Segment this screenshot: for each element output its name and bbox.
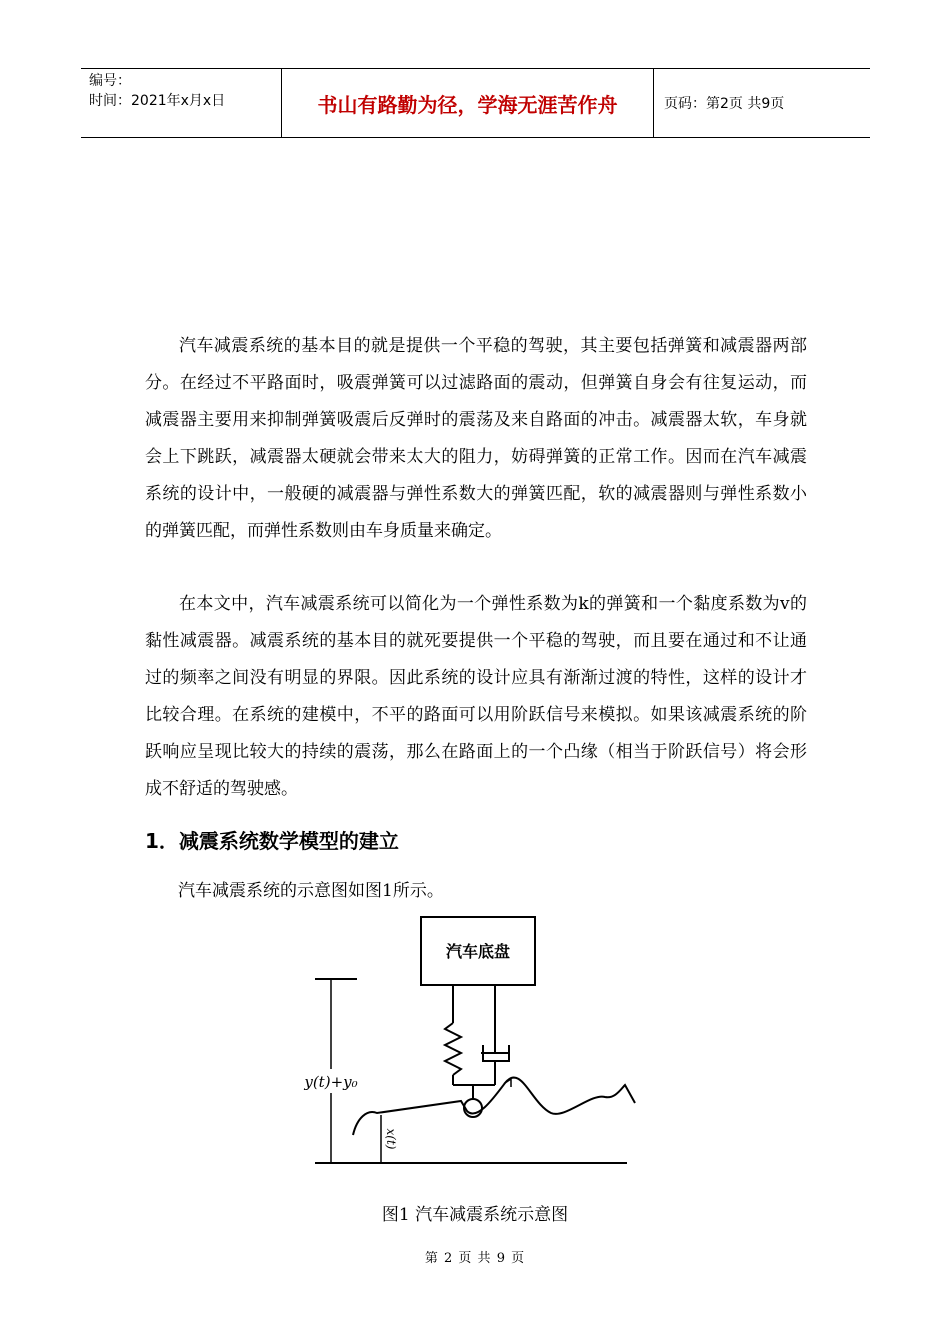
number-label: 编号： bbox=[89, 73, 131, 89]
paragraph-1-block bbox=[145, 328, 807, 550]
bump-arrow bbox=[505, 1079, 511, 1087]
page-footer: 第 2 页 共 9 页 bbox=[424, 1251, 526, 1266]
date-label: 时间：2021年x月x日 bbox=[89, 93, 226, 109]
document-header bbox=[81, 68, 870, 138]
page-info: 页码：第2页 共9页 bbox=[664, 96, 785, 112]
figure-caption: 图1 汽车减震系统示意图 bbox=[381, 1205, 569, 1225]
header-meta bbox=[81, 69, 282, 137]
x-dimension-label: x(t) bbox=[384, 1128, 398, 1150]
y-dimension-label: y(t)+y₀ bbox=[304, 1073, 358, 1091]
paragraph-1: 汽车减震系统的基本目的就是提供一个平稳的驾驶，其主要包括弹簧和减震器两部分。在经过不平路面时，吸震弹簧可以过滤路面的震动，但弹簧自身会有往复运动，而减震器主要用来抑制弹簧吸震后反弹时的震荡及来自路面的冲击。减震器太软，车身就会上下跳跃，减震器太硬就会带来太大的阻力，妨碍弹簧的正常工作。因而在汽车减震系统的设计中，一般硬的减震器与弹性系数大的弹簧匹配，软的减震器则与弹性系数小的弹簧匹配，而弹性系数则由车身质量来确定。 bbox=[145, 336, 807, 541]
paragraph-2: 在本文中，汽车减震系统可以简化为一个弹性系数为k的弹簧和一个黏度系数为v的黏性减震器。减震系统的基本目的就死要提供一个平稳的驾驶，而且要在通过和不让通过的频率之间没有明显的界限。因此系统的设计应具有渐渐过渡的特性，这样的设计才比较合理。在系统的建模中，不平的路面可以用阶跃信号来模拟。如果该减震系统的阶跃响应呈现比较大的持续的震荡，那么在路面上的一个凸缘（相当于阶跃信号）将会形成不舒适的驾驶感。 bbox=[145, 594, 807, 799]
road-profile bbox=[353, 1077, 635, 1135]
paragraph-2-block bbox=[145, 586, 807, 808]
section-title: 1．减震系统数学模型的建立 bbox=[145, 829, 399, 853]
figure-intro: 汽车减震系统的示意图如图1所示。 bbox=[178, 881, 444, 901]
motto: 书山有路勤为径，学海无涯苦作舟 bbox=[282, 69, 654, 137]
spring bbox=[445, 1023, 461, 1075]
chassis-label: 汽车底盘 bbox=[445, 942, 511, 961]
suspension-diagram bbox=[295, 913, 657, 1175]
